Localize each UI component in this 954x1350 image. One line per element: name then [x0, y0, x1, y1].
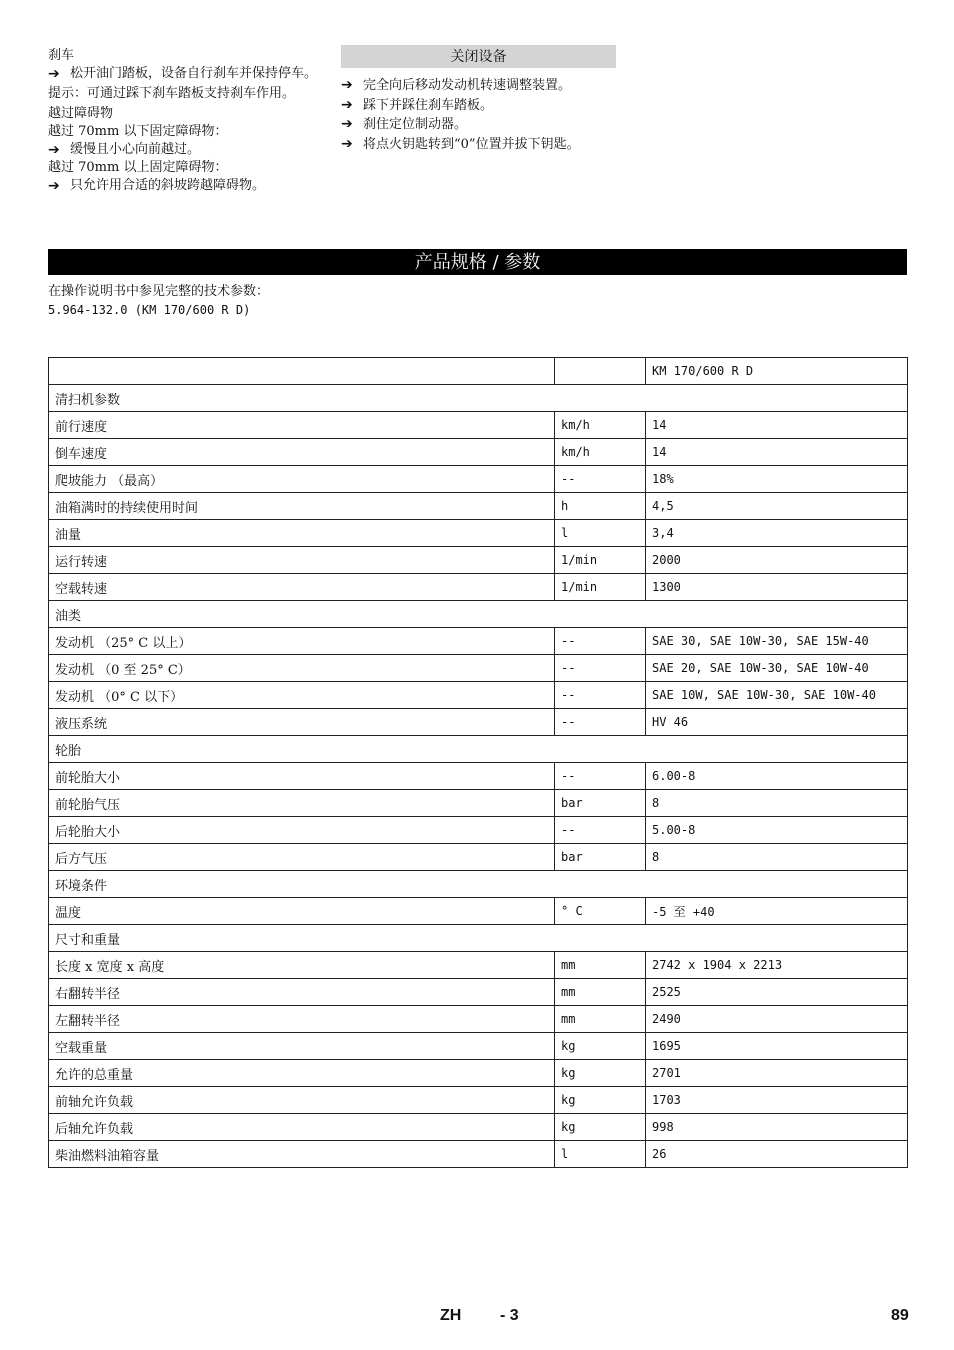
- footer-language: ZH: [440, 1307, 462, 1324]
- spec-unit: kg: [555, 1087, 646, 1114]
- spec-value: 6.00-8: [646, 763, 908, 790]
- specs-heading: 产品规格 / 参数: [48, 249, 907, 275]
- table-section-row: [49, 601, 908, 628]
- table-row: [49, 412, 908, 439]
- spec-unit: bar: [555, 844, 646, 871]
- spec-label: 前行速度: [49, 412, 555, 439]
- arrow-right-icon: ➔: [48, 66, 60, 82]
- above-70-label: 越过 70mm 以上固定障碍物：: [48, 160, 228, 175]
- arrow-right-icon: ➔: [341, 96, 353, 113]
- spec-value: 2525: [646, 979, 908, 1006]
- spec-label: 柴油燃料油箱容量: [49, 1141, 555, 1168]
- spec-label: 爬坡能力 （最高）: [49, 466, 555, 493]
- section-title: 环境条件: [49, 871, 908, 898]
- spec-unit: kg: [555, 1060, 646, 1087]
- spec-unit: --: [555, 817, 646, 844]
- shutdown-step-text: 刹住定位制动器。: [363, 117, 468, 132]
- spec-table-body: [49, 385, 908, 1168]
- spec-value: 26: [646, 1141, 908, 1168]
- table-row: [49, 1006, 908, 1033]
- table-row: [49, 574, 908, 601]
- spec-label: 前轮胎大小: [49, 763, 555, 790]
- spec-label: 发动机 （0 至 25° C）: [49, 655, 555, 682]
- spec-label: 后方气压: [49, 844, 555, 871]
- brake-title: 刹车: [48, 48, 75, 63]
- shutdown-step-text: 踩下并踩住刹车踏板。: [363, 97, 494, 113]
- table-row: [49, 466, 908, 493]
- spec-label: 前轮胎气压: [49, 790, 555, 817]
- brake-step: [48, 65, 328, 83]
- footer-section: - 3: [500, 1307, 519, 1324]
- spec-unit: --: [555, 466, 646, 493]
- table-row: [49, 682, 908, 709]
- spec-value: SAE 20, SAE 10W-30, SAE 10W-40: [646, 655, 908, 682]
- header-cell-model: KM 170/600 R D: [646, 358, 908, 385]
- spec-value: 4,5: [646, 493, 908, 520]
- spec-value: 2490: [646, 1006, 908, 1033]
- arrow-right-icon: ➔: [341, 116, 353, 132]
- section-title: 油类: [49, 601, 908, 628]
- spec-unit: --: [555, 682, 646, 709]
- above-70-step-text: 只允许用合适的斜坡跨越障碍物。: [70, 178, 266, 193]
- spec-unit: kg: [555, 1114, 646, 1141]
- spec-label: 左翻转半径: [49, 1006, 555, 1033]
- spec-label: 液压系统: [49, 709, 555, 736]
- spec-label: 后轴允许负载: [49, 1114, 555, 1141]
- table-header-row: [49, 358, 908, 385]
- table-row: [49, 1141, 908, 1168]
- brake-hint: 提示：可通过踩下刹车踏板支持刹车作用。: [48, 86, 296, 101]
- spec-unit: mm: [555, 952, 646, 979]
- below-70-step-text: 缓慢且小心向前越过。: [70, 142, 201, 157]
- spec-unit: ° C: [555, 898, 646, 925]
- table-row: [49, 628, 908, 655]
- shutdown-step-text: 完全向后移动发动机转速调整装置。: [363, 78, 572, 93]
- arrow-right-icon: ➔: [48, 178, 60, 194]
- spec-value: HV 46: [646, 709, 908, 736]
- spec-value: 14: [646, 412, 908, 439]
- spec-unit: --: [555, 763, 646, 790]
- shutdown-heading: 关闭设备: [341, 45, 616, 68]
- spec-value: SAE 10W, SAE 10W-30, SAE 10W-40: [646, 682, 908, 709]
- table-row: [49, 439, 908, 466]
- shutdown-step: [341, 96, 631, 116]
- table-section-row: [49, 385, 908, 412]
- spec-unit: 1/min: [555, 547, 646, 574]
- table-section-row: [49, 736, 908, 763]
- table-section-row: [49, 925, 908, 952]
- table-row: [49, 520, 908, 547]
- above-70-step: [48, 177, 328, 195]
- spec-unit: mm: [555, 1006, 646, 1033]
- spec-value: -5 至 +40: [646, 898, 908, 925]
- section-title: 轮胎: [49, 736, 908, 763]
- table-row: [49, 817, 908, 844]
- spec-value: 1695: [646, 1033, 908, 1060]
- intro-line: 在操作说明书中参见完整的技术参数：: [48, 284, 270, 299]
- spec-label: 油箱满时的持续使用时间: [49, 493, 555, 520]
- spec-value: 5.00-8: [646, 817, 908, 844]
- shutdown-section: [341, 45, 631, 154]
- spec-value: 8: [646, 790, 908, 817]
- spec-value: 18%: [646, 466, 908, 493]
- spec-unit: 1/min: [555, 574, 646, 601]
- table-row: [49, 709, 908, 736]
- spec-label: 运行转速: [49, 547, 555, 574]
- spec-unit: mm: [555, 979, 646, 1006]
- spec-label: 允许的总重量: [49, 1060, 555, 1087]
- spec-value: 1703: [646, 1087, 908, 1114]
- header-cell-unit: [555, 358, 646, 385]
- spec-label: 右翻转半径: [49, 979, 555, 1006]
- arrow-right-icon: ➔: [341, 135, 353, 152]
- shutdown-step: [341, 115, 631, 135]
- section-title: 尺寸和重量: [49, 925, 908, 952]
- spec-label: 空载重量: [49, 1033, 555, 1060]
- left-column: [48, 47, 328, 195]
- shutdown-steps: [341, 76, 631, 154]
- spec-value: 2000: [646, 547, 908, 574]
- intro-part-number: 5.964-132.0 (KM 170/600 R D): [48, 303, 251, 317]
- spec-unit: l: [555, 520, 646, 547]
- table-row: [49, 790, 908, 817]
- spec-value: 1300: [646, 574, 908, 601]
- spec-value: 998: [646, 1114, 908, 1141]
- spec-unit: km/h: [555, 439, 646, 466]
- spec-value: 14: [646, 439, 908, 466]
- spec-unit: km/h: [555, 412, 646, 439]
- table-row: [49, 1033, 908, 1060]
- table-row: [49, 1114, 908, 1141]
- footer-page-number: 89: [891, 1307, 909, 1324]
- header-cell-label: [49, 358, 555, 385]
- spec-value: 3,4: [646, 520, 908, 547]
- spec-unit: --: [555, 709, 646, 736]
- spec-unit: kg: [555, 1033, 646, 1060]
- spec-label: 发动机 （25° C 以上）: [49, 628, 555, 655]
- below-70-label: 越过 70mm 以下固定障碍物：: [48, 124, 228, 139]
- spec-value: 8: [646, 844, 908, 871]
- shutdown-step-text: 将点火钥匙转到“0”位置并拔下钥匙。: [363, 136, 580, 152]
- table-row: [49, 1060, 908, 1087]
- table-row: [49, 547, 908, 574]
- spec-label: 油量: [49, 520, 555, 547]
- shutdown-step: [341, 76, 631, 96]
- brake-step-text: 松开油门踏板，设备自行刹车并保持停车。: [70, 66, 318, 81]
- table-row: [49, 898, 908, 925]
- table-row: [49, 1087, 908, 1114]
- table-row: [49, 493, 908, 520]
- section-title: 清扫机参数: [49, 385, 908, 412]
- table-row: [49, 844, 908, 871]
- table-section-row: [49, 871, 908, 898]
- spec-unit: --: [555, 628, 646, 655]
- spec-label: 倒车速度: [49, 439, 555, 466]
- specs-intro: [48, 283, 269, 319]
- spec-value: 2701: [646, 1060, 908, 1087]
- spec-value: 2742 x 1904 x 2213: [646, 952, 908, 979]
- table-row: [49, 763, 908, 790]
- table-row: [49, 979, 908, 1006]
- obstacle-title: 越过障碍物: [48, 106, 114, 121]
- arrow-right-icon: ➔: [48, 142, 60, 158]
- spec-label: 空载转速: [49, 574, 555, 601]
- spec-label: 后轮胎大小: [49, 817, 555, 844]
- spec-label: 温度: [49, 898, 555, 925]
- spec-table: [48, 357, 908, 1168]
- spec-label: 长度 x 宽度 x 高度: [49, 952, 555, 979]
- spec-label: 发动机 （0° C 以下）: [49, 682, 555, 709]
- spec-label: 前轴允许负载: [49, 1087, 555, 1114]
- below-70-step: [48, 141, 328, 159]
- spec-value: SAE 30, SAE 10W-30, SAE 15W-40: [646, 628, 908, 655]
- table-row: [49, 952, 908, 979]
- spec-unit: bar: [555, 790, 646, 817]
- arrow-right-icon: ➔: [341, 77, 353, 93]
- spec-unit: l: [555, 1141, 646, 1168]
- table-row: [49, 655, 908, 682]
- spec-unit: h: [555, 493, 646, 520]
- spec-unit: --: [555, 655, 646, 682]
- shutdown-step: [341, 135, 631, 155]
